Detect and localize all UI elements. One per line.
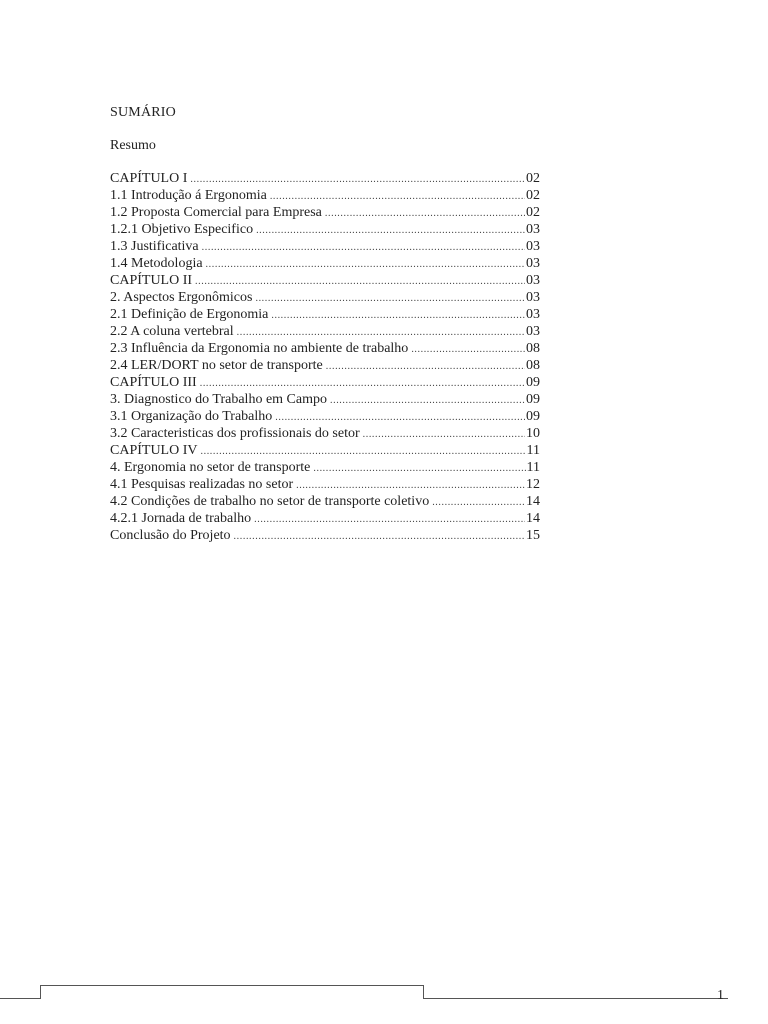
toc-entry-page: 08	[526, 358, 540, 373]
toc-entry-page: 02	[526, 205, 540, 220]
toc-leader-dots	[200, 375, 525, 391]
resumo-label: Resumo	[110, 138, 156, 153]
toc-entry-label: 2. Aspectos Ergonômicos	[110, 290, 253, 305]
footer-rule-right	[424, 998, 728, 999]
toc-entry-label: CAPÍTULO III	[110, 375, 197, 390]
toc-leader-dots	[195, 273, 525, 289]
toc-entry-label: 1.3 Justificativa	[110, 239, 199, 254]
toc-entry-label: 2.2 A coluna vertebral	[110, 324, 234, 339]
toc-entry-label: 4. Ergonomia no setor de transporte	[110, 460, 311, 475]
toc-leader-dots	[363, 426, 525, 442]
toc-entry-label: 3. Diagnostico do Trabalho em Campo	[110, 392, 327, 407]
toc-entry-label: 2.3 Influência da Ergonomia no ambiente de trabalho	[110, 341, 409, 356]
toc-leader-dots	[313, 460, 525, 476]
toc-entry-page: 11	[526, 460, 540, 475]
toc-leader-dots	[234, 528, 525, 544]
toc-entry[interactable]	[110, 374, 540, 391]
toc-entry-page: 03	[526, 256, 540, 271]
toc-entry[interactable]	[110, 187, 540, 204]
toc-entry-page: 10	[526, 426, 540, 441]
page-title: SUMÁRIO	[110, 105, 176, 120]
toc-entry-page: 03	[526, 324, 540, 339]
toc-leader-dots	[326, 358, 525, 374]
toc-leader-dots	[256, 222, 525, 238]
toc-leader-dots	[411, 341, 525, 357]
toc-entry[interactable]	[110, 340, 540, 357]
toc-entry-page: 03	[526, 239, 540, 254]
toc-leader-dots	[237, 324, 525, 340]
toc-leader-dots	[432, 494, 525, 510]
toc-entry-page: 09	[526, 392, 540, 407]
toc-entry-page: 02	[526, 188, 540, 203]
toc-entry-label: 3.1 Organização do Trabalho	[110, 409, 273, 424]
toc-entry[interactable]	[110, 527, 540, 544]
toc-leader-dots	[190, 171, 525, 187]
toc-entry-page: 03	[526, 222, 540, 237]
toc-entry[interactable]	[110, 493, 540, 510]
toc-entry[interactable]	[110, 323, 540, 340]
toc-leader-dots	[325, 205, 525, 221]
toc-leader-dots	[271, 307, 525, 323]
toc-entry[interactable]	[110, 170, 540, 187]
toc-leader-dots	[202, 239, 525, 255]
toc-leader-dots	[330, 392, 525, 408]
toc-entry-label: 2.1 Definição de Ergonomia	[110, 307, 269, 322]
toc-entry-label: 2.4 LER/DORT no setor de transporte	[110, 358, 323, 373]
toc-entry-page: 15	[526, 528, 540, 543]
toc-entry-page: 09	[526, 409, 540, 424]
page-number: 1	[717, 988, 724, 1003]
toc-entry-label: Conclusão do Projeto	[110, 528, 231, 543]
toc-entry[interactable]	[110, 408, 540, 425]
toc-entry-label: 1.4 Metodologia	[110, 256, 203, 271]
toc-entry[interactable]	[110, 357, 540, 374]
toc-entry-page: 09	[526, 375, 540, 390]
toc-entry[interactable]	[110, 442, 540, 459]
toc-entry-page: 12	[526, 477, 540, 492]
toc-entry[interactable]	[110, 289, 540, 306]
toc-entry-label: 4.2 Condições de trabalho no setor de transporte coletivo	[110, 494, 430, 509]
toc-entry[interactable]	[110, 425, 540, 442]
toc-leader-dots	[254, 511, 525, 527]
table-of-contents	[110, 170, 540, 544]
footer-frame	[40, 985, 424, 999]
toc-leader-dots	[255, 290, 525, 306]
toc-entry-label: 1.2 Proposta Comercial para Empresa	[110, 205, 322, 220]
toc-leader-dots	[201, 443, 526, 459]
toc-entry[interactable]	[110, 221, 540, 238]
toc-entry[interactable]	[110, 391, 540, 408]
toc-entry-label: 4.1 Pesquisas realizadas no setor	[110, 477, 294, 492]
toc-entry-page: 03	[526, 307, 540, 322]
footer-rule-left	[0, 998, 40, 999]
toc-entry-page: 03	[526, 273, 540, 288]
toc-leader-dots	[275, 409, 525, 425]
toc-leader-dots	[296, 477, 525, 493]
toc-entry-label: CAPÍTULO IV	[110, 443, 198, 458]
toc-entry-page: 11	[526, 443, 540, 458]
toc-entry[interactable]	[110, 510, 540, 527]
toc-entry[interactable]	[110, 255, 540, 272]
toc-entry-label: 3.2 Caracteristicas dos profissionais do setor	[110, 426, 360, 441]
toc-entry-page: 08	[526, 341, 540, 356]
toc-entry-page: 02	[526, 171, 540, 186]
toc-entry-label: CAPÍTULO II	[110, 273, 193, 288]
toc-entry[interactable]	[110, 476, 540, 493]
toc-entry-page: 14	[526, 511, 540, 526]
toc-leader-dots	[270, 188, 525, 204]
toc-entry[interactable]	[110, 204, 540, 221]
toc-entry-page: 14	[526, 494, 540, 509]
toc-entry-label: 4.2.1 Jornada de trabalho	[110, 511, 252, 526]
toc-entry[interactable]	[110, 238, 540, 255]
toc-entry[interactable]	[110, 306, 540, 323]
toc-entry-label: 1.2.1 Objetivo Especifico	[110, 222, 254, 237]
toc-entry[interactable]	[110, 459, 540, 476]
toc-entry-page: 03	[526, 290, 540, 305]
toc-leader-dots	[206, 256, 525, 272]
toc-entry-label: CAPÍTULO I	[110, 171, 188, 186]
toc-entry[interactable]	[110, 272, 540, 289]
toc-entry-label: 1.1 Introdução á Ergonomia	[110, 188, 267, 203]
